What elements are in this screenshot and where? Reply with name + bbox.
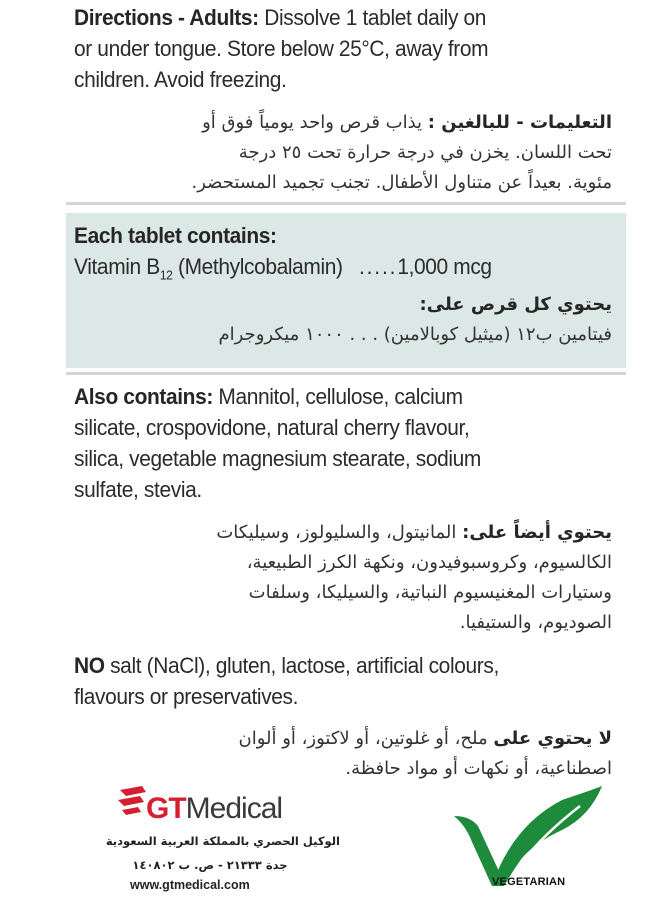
- free-from-line: salt (NaCl), gluten, lactose, artificial colours,: [104, 653, 499, 678]
- free-from-line-ar: ملح، أو غلوتين، أو لاكتوز، أو ألوان: [238, 728, 494, 749]
- ingredient-amount: 1,000 mcg: [397, 254, 492, 279]
- divider-top: [66, 202, 626, 205]
- directions-heading-ar: التعليمات - للبالغين :: [427, 112, 612, 133]
- divider-middle: [66, 372, 626, 375]
- ingredient-detail: (Methylcobalamin): [172, 254, 343, 279]
- directions-line: or under tongue. Store below 25°C, away from: [74, 36, 489, 61]
- brand-medical: Medical: [185, 792, 283, 825]
- contents-heading: Each tablet contains:: [74, 223, 277, 248]
- gt-medical-wordmark: [146, 792, 282, 826]
- directions-line-ar: يذاب قرص واحد يومياً فوق أو: [202, 112, 428, 133]
- directions-en: [74, 2, 660, 95]
- address-text: جدة ٢١٣٣٣ - ص. ب ١٤٠٨٠٢: [132, 858, 288, 872]
- free-from-heading-ar: لا يحتوي على: [493, 728, 612, 749]
- ingredient-row-ar: فيتامين ب١٢ (ميثيل كوبالامين) . . . ١٠٠٠ ميكروجرام: [218, 324, 612, 345]
- also-contains-line-ar: وستيارات المغنيسيوم النباتية، والسيليكا، وسلفات: [248, 582, 612, 603]
- website-link[interactable]: www.gtmedical.com: [130, 878, 250, 892]
- free-from-heading: NO: [74, 653, 105, 678]
- also-contains-line-ar: المانيتول، والسليولوز، وسيليكات: [216, 522, 463, 543]
- directions-line-ar: مئوية. بعيداً عن متناول الأطفال. تجنب تجميد المستحضر.: [191, 172, 612, 193]
- also-contains-line: silica, vegetable magnesium stearate, sodium: [74, 446, 482, 471]
- also-contains-heading: Also contains:: [74, 384, 213, 409]
- vegetarian-label: VEGETARIAN: [492, 876, 566, 888]
- ingredient-name: Vitamin B: [74, 254, 160, 279]
- free-from-en: [74, 650, 660, 712]
- free-from-ar: [66, 724, 612, 784]
- also-contains-heading-ar: يحتوي أيضاً على:: [462, 522, 612, 543]
- contents-en: [74, 220, 660, 291]
- also-contains-line: sulfate, stevia.: [74, 477, 202, 502]
- directions-line-ar: تحت اللسان. يخزن في درجة حرارة تحت ٢٥ درجة: [238, 142, 612, 163]
- directions-line: children. Avoid freezing.: [74, 67, 287, 92]
- also-contains-ar: [66, 518, 612, 638]
- directions-heading: Directions - Adults:: [74, 5, 259, 30]
- exclusive-agent-text: الوكيل الحصري بالمملكة العربية السعودية: [105, 834, 340, 848]
- brand-gt: GT: [146, 792, 186, 825]
- also-contains-line-ar: الكالسيوم، وكروسبوفيدون، ونكهة الكرز الطبيعية،: [246, 552, 612, 573]
- also-contains-line-ar: الصوديوم، والستيفيا.: [459, 612, 612, 633]
- directions-line: Dissolve 1 tablet daily on: [258, 5, 487, 30]
- also-contains-line: silicate, crospovidone, natural cherry flavour,: [74, 415, 470, 440]
- ingredient-subscript: 12: [159, 267, 173, 283]
- free-from-line: flavours or preservatives.: [74, 684, 299, 709]
- also-contains-line: Mannitol, cellulose, calcium: [212, 384, 463, 409]
- directions-ar: [66, 108, 612, 198]
- ingredient-row: [74, 251, 660, 291]
- ingredient-dots: .....: [358, 254, 398, 279]
- free-from-line-ar: اصطناعية، أو نكهات أو مواد حافظة.: [345, 758, 612, 779]
- contents-ar: [66, 290, 612, 350]
- contents-heading-ar: يحتوي كل قرص على:: [419, 294, 612, 315]
- also-contains-en: [74, 381, 660, 505]
